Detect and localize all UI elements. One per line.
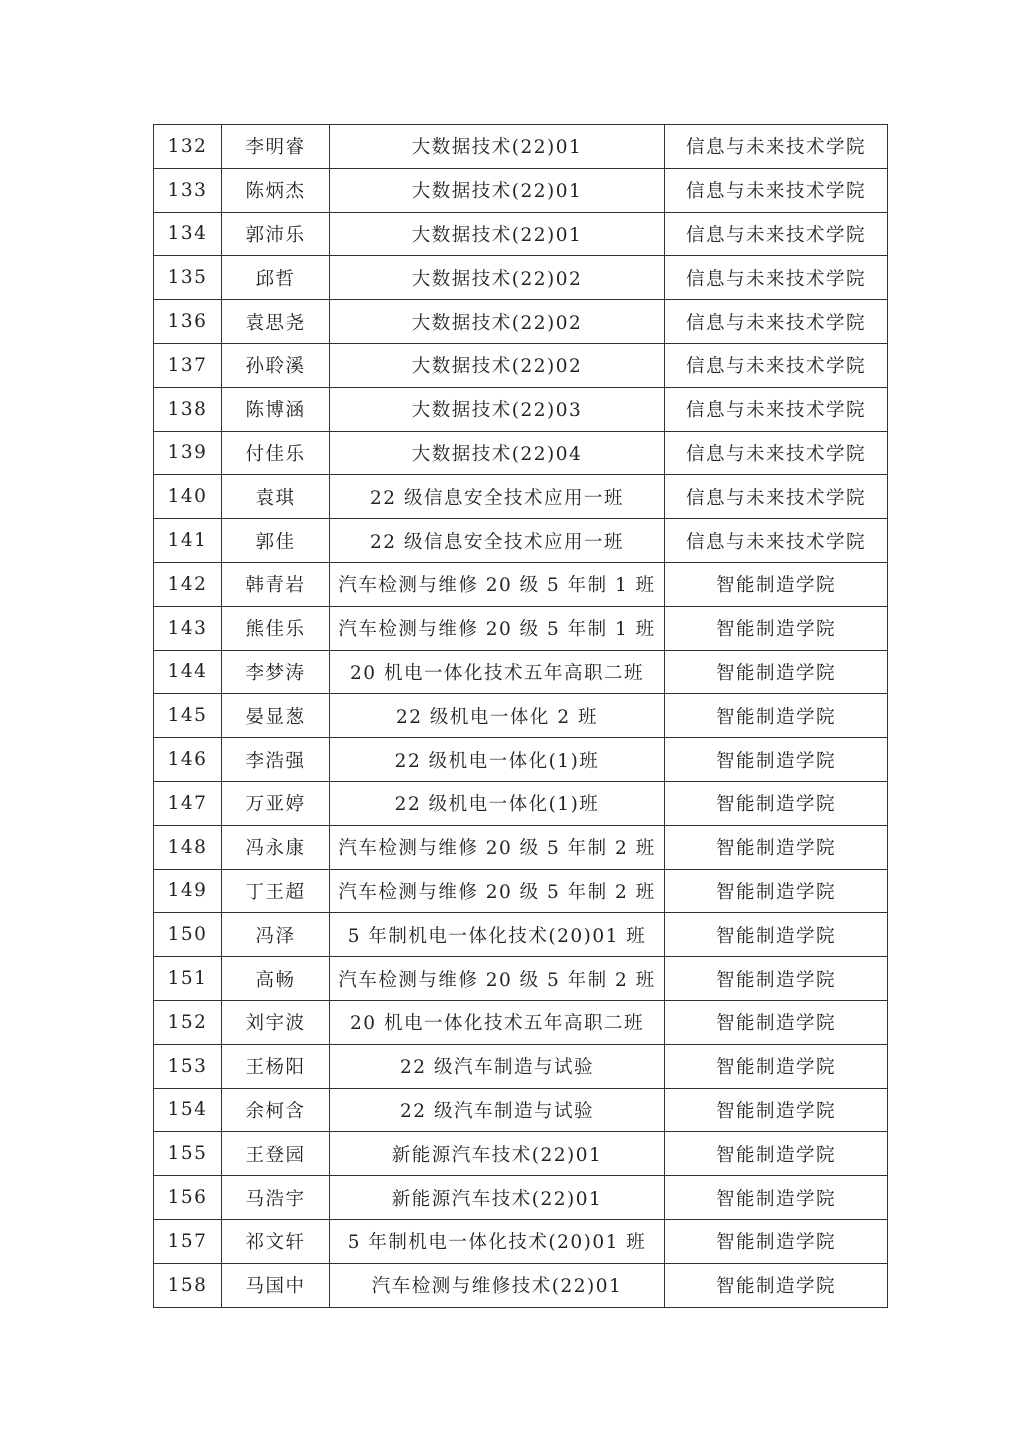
college-name-cell: 智能制造学院 [665,1263,888,1307]
college-name-cell: 智能制造学院 [665,738,888,782]
row-number-cell: 155 [154,1132,222,1176]
college-name-cell: 智能制造学院 [665,1044,888,1088]
row-number-cell: 142 [154,562,222,606]
table-row [154,562,888,606]
row-number-cell: 149 [154,869,222,913]
table-row [154,781,888,825]
table-row [154,650,888,694]
table-row [154,343,888,387]
class-name-cell: 大数据技术(22)02 [330,343,665,387]
row-number-cell: 158 [154,1263,222,1307]
student-name-cell: 冯泽 [222,913,330,957]
table-row [154,1263,888,1307]
class-name-cell: 5 年制机电一体化技术(20)01 班 [330,1219,665,1263]
class-name-cell: 22 级汽车制造与试验 [330,1044,665,1088]
student-name-cell: 郭沛乐 [222,212,330,256]
student-name-cell: 李浩强 [222,738,330,782]
student-name-cell: 马浩宇 [222,1176,330,1220]
class-name-cell: 大数据技术(22)01 [330,212,665,256]
class-name-cell: 22 级信息安全技术应用一班 [330,519,665,563]
college-name-cell: 信息与未来技术学院 [665,387,888,431]
class-name-cell: 22 级汽车制造与试验 [330,1088,665,1132]
student-name-cell: 付佳乐 [222,431,330,475]
row-number-cell: 147 [154,781,222,825]
student-name-cell: 袁思尧 [222,300,330,344]
student-name-cell: 陈博涵 [222,387,330,431]
college-name-cell: 智能制造学院 [665,825,888,869]
row-number-cell: 154 [154,1088,222,1132]
class-name-cell: 5 年制机电一体化技术(20)01 班 [330,913,665,957]
row-number-cell: 133 [154,168,222,212]
table-row [154,475,888,519]
student-name-cell: 韩青岩 [222,562,330,606]
row-number-cell: 134 [154,212,222,256]
row-number-cell: 141 [154,519,222,563]
row-number-cell: 135 [154,256,222,300]
college-name-cell: 智能制造学院 [665,781,888,825]
row-number-cell: 150 [154,913,222,957]
class-name-cell: 汽车检测与维修 20 级 5 年制 2 班 [330,957,665,1001]
class-name-cell: 20 机电一体化技术五年高职二班 [330,650,665,694]
table-row [154,168,888,212]
table-row [154,431,888,475]
table-row [154,387,888,431]
table-row [154,125,888,169]
student-name-cell: 晏显葱 [222,694,330,738]
table-row [154,1088,888,1132]
table-row [154,519,888,563]
student-name-cell: 丁王超 [222,869,330,913]
table-row [154,1132,888,1176]
table-row [154,694,888,738]
class-name-cell: 新能源汽车技术(22)01 [330,1176,665,1220]
student-name-cell: 万亚婷 [222,781,330,825]
student-name-cell: 孙聆溪 [222,343,330,387]
row-number-cell: 138 [154,387,222,431]
row-number-cell: 153 [154,1044,222,1088]
row-number-cell: 132 [154,125,222,169]
college-name-cell: 信息与未来技术学院 [665,475,888,519]
student-name-cell: 袁琪 [222,475,330,519]
row-number-cell: 151 [154,957,222,1001]
college-name-cell: 智能制造学院 [665,1176,888,1220]
class-name-cell: 22 级信息安全技术应用一班 [330,475,665,519]
roster-table-body [154,125,888,1308]
class-name-cell: 22 级机电一体化(1)班 [330,781,665,825]
class-name-cell: 大数据技术(22)04 [330,431,665,475]
student-name-cell: 王登园 [222,1132,330,1176]
college-name-cell: 智能制造学院 [665,1219,888,1263]
class-name-cell: 大数据技术(22)01 [330,125,665,169]
class-name-cell: 汽车检测与维修 20 级 5 年制 1 班 [330,562,665,606]
college-name-cell: 智能制造学院 [665,650,888,694]
college-name-cell: 智能制造学院 [665,1132,888,1176]
class-name-cell: 大数据技术(22)02 [330,256,665,300]
student-name-cell: 邱哲 [222,256,330,300]
college-name-cell: 信息与未来技术学院 [665,168,888,212]
college-name-cell: 信息与未来技术学院 [665,431,888,475]
college-name-cell: 智能制造学院 [665,606,888,650]
college-name-cell: 智能制造学院 [665,869,888,913]
table-row [154,1000,888,1044]
table-row [154,869,888,913]
class-name-cell: 新能源汽车技术(22)01 [330,1132,665,1176]
college-name-cell: 信息与未来技术学院 [665,125,888,169]
college-name-cell: 信息与未来技术学院 [665,256,888,300]
college-name-cell: 信息与未来技术学院 [665,519,888,563]
class-name-cell: 大数据技术(22)03 [330,387,665,431]
class-name-cell: 20 机电一体化技术五年高职二班 [330,1000,665,1044]
student-name-cell: 郭佳 [222,519,330,563]
table-row [154,212,888,256]
table-row [154,1176,888,1220]
table-row [154,825,888,869]
row-number-cell: 145 [154,694,222,738]
college-name-cell: 信息与未来技术学院 [665,212,888,256]
class-name-cell: 22 级机电一体化(1)班 [330,738,665,782]
college-name-cell: 智能制造学院 [665,957,888,1001]
class-name-cell: 大数据技术(22)01 [330,168,665,212]
row-number-cell: 156 [154,1176,222,1220]
student-name-cell: 王杨阳 [222,1044,330,1088]
row-number-cell: 137 [154,343,222,387]
student-roster-table [153,124,888,1308]
college-name-cell: 智能制造学院 [665,1000,888,1044]
row-number-cell: 152 [154,1000,222,1044]
college-name-cell: 智能制造学院 [665,694,888,738]
class-name-cell: 22 级机电一体化 2 班 [330,694,665,738]
row-number-cell: 139 [154,431,222,475]
class-name-cell: 汽车检测与维修 20 级 5 年制 2 班 [330,869,665,913]
table-row [154,738,888,782]
student-name-cell: 李明睿 [222,125,330,169]
student-name-cell: 祁文轩 [222,1219,330,1263]
table-row [154,300,888,344]
table-row [154,957,888,1001]
college-name-cell: 信息与未来技术学院 [665,343,888,387]
table-row [154,256,888,300]
class-name-cell: 大数据技术(22)02 [330,300,665,344]
row-number-cell: 146 [154,738,222,782]
table-row [154,1219,888,1263]
class-name-cell: 汽车检测与维修 20 级 5 年制 2 班 [330,825,665,869]
row-number-cell: 157 [154,1219,222,1263]
student-name-cell: 刘宇波 [222,1000,330,1044]
college-name-cell: 智能制造学院 [665,913,888,957]
row-number-cell: 143 [154,606,222,650]
student-name-cell: 冯永康 [222,825,330,869]
class-name-cell: 汽车检测与维修技术(22)01 [330,1263,665,1307]
row-number-cell: 144 [154,650,222,694]
row-number-cell: 148 [154,825,222,869]
table-row [154,913,888,957]
table-row [154,606,888,650]
college-name-cell: 智能制造学院 [665,1088,888,1132]
student-name-cell: 马国中 [222,1263,330,1307]
student-name-cell: 李梦涛 [222,650,330,694]
college-name-cell: 信息与未来技术学院 [665,300,888,344]
college-name-cell: 智能制造学院 [665,562,888,606]
student-name-cell: 陈炳杰 [222,168,330,212]
table-row [154,1044,888,1088]
row-number-cell: 140 [154,475,222,519]
student-name-cell: 高畅 [222,957,330,1001]
class-name-cell: 汽车检测与维修 20 级 5 年制 1 班 [330,606,665,650]
row-number-cell: 136 [154,300,222,344]
student-name-cell: 熊佳乐 [222,606,330,650]
student-name-cell: 余柯含 [222,1088,330,1132]
